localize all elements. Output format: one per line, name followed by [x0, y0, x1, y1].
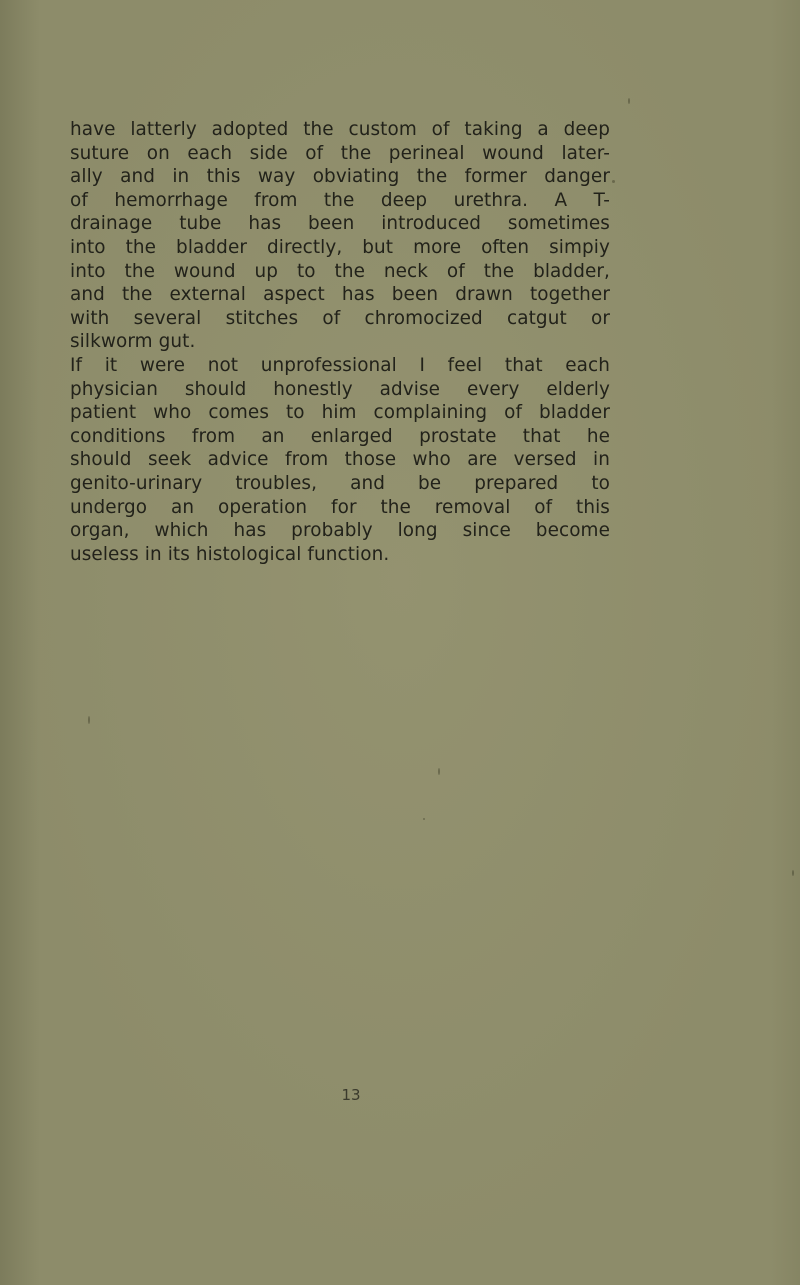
text-line: genito-urinary troubles, and be prepared to [70, 472, 610, 494]
paper-speck [423, 818, 425, 820]
text-line: drainage tube has been introduced sometimes [70, 213, 610, 235]
paper-speck [88, 716, 90, 724]
text-line: into the bladder directly, but more often simpiy [70, 236, 610, 258]
text-line: conditions from an enlarged prostate that he [70, 425, 610, 447]
text-line: patient who comes to him complaining of bladder [70, 402, 610, 424]
text-line: of hemorrhage from the deep urethra. A T- [70, 189, 610, 211]
text-line: with several stitches of chromocized catgut or [70, 307, 610, 329]
text-line: have latterly adopted the custom of taking a deep [70, 119, 610, 140]
paper-speck [612, 180, 615, 183]
text-line: silkworm gut. [70, 331, 196, 353]
paper-speck [628, 98, 630, 104]
paper-speck [438, 768, 440, 775]
text-line: undergo an operation for the removal of this [70, 496, 610, 518]
paragraph-1 [70, 118, 610, 354]
text-line: suture on each side of the perineal wound later- [70, 142, 610, 164]
paper-speck [792, 870, 794, 876]
text-line: and the external aspect has been drawn together [70, 284, 610, 306]
text-line: ally and in this way obviating the former danger [70, 166, 610, 188]
text-line: useless in its histological function. [70, 543, 390, 565]
text-line: physician should honestly advise every elderly [70, 378, 610, 400]
text-line: into the wound up to the neck of the bladder, [70, 260, 610, 282]
text-line: organ, which has probably long since become [70, 520, 610, 542]
paragraph-2 [70, 354, 610, 566]
text-line: If it were not unprofessional I feel that each [70, 354, 610, 376]
body-text [70, 118, 610, 566]
page-number: 13 [341, 1086, 361, 1104]
text-line: should seek advice from those who are versed in [70, 449, 610, 471]
